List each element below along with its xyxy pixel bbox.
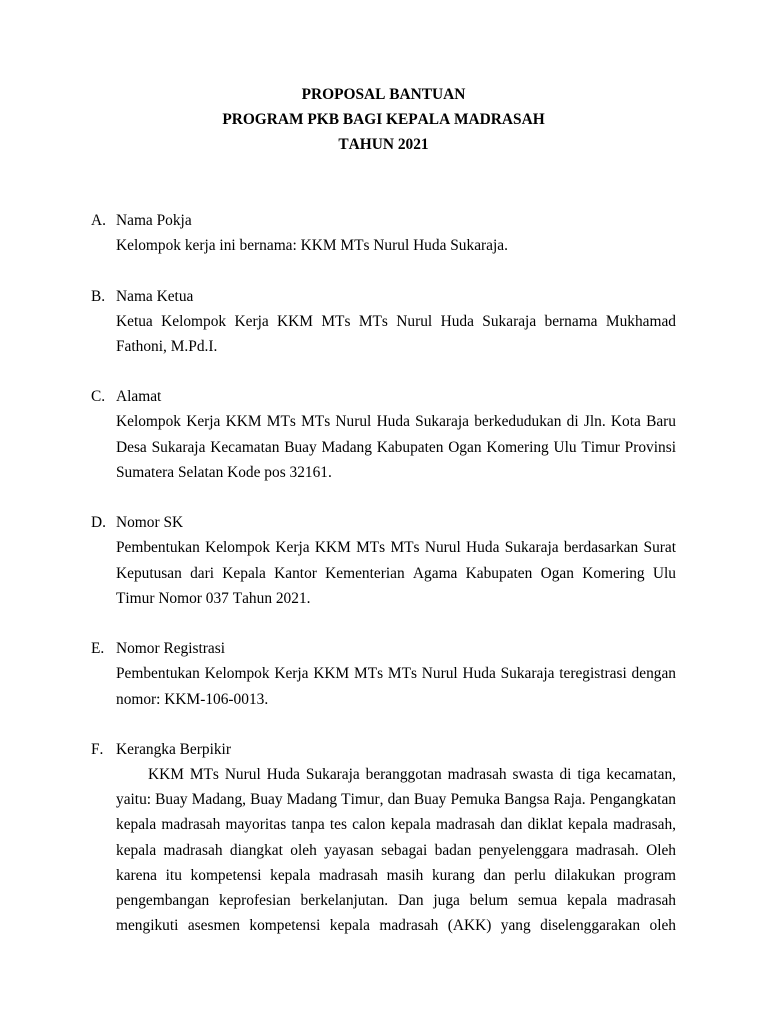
- section-d: [91, 510, 676, 611]
- paragraph-line: nomor: KKM-106-0013.: [116, 690, 269, 708]
- paragraph-line: kepala madrasah mayoritas tanpa tes calon kepala madrasah dan diklat kepala madrasah,: [116, 816, 676, 834]
- paragraph-line: karena itu kompetensi kepala madrasah masih kurang dan perlu dilakukan program: [116, 866, 676, 884]
- section-header: [91, 737, 676, 762]
- section-paragraph: [116, 661, 676, 711]
- title-line: PROGRAM PKB BAGI KEPALA MADRASAH: [222, 111, 545, 129]
- section-header: [91, 208, 676, 233]
- section-paragraph: [116, 409, 676, 485]
- title-line: TAHUN 2021: [338, 136, 429, 154]
- paragraph-line: mengikuti asesmen kompetensi kepala madrasah (AKK) yang diselenggarakan oleh: [116, 917, 676, 935]
- section-marker: E.: [91, 640, 105, 658]
- paragraph-line: Fathoni, M.Pd.I.: [116, 337, 218, 355]
- section-marker: A.: [91, 211, 106, 229]
- paragraph-line: Desa Sukaraja Kecamatan Buay Madang Kabupaten Ogan Komering Ulu Timur Provinsi: [116, 438, 676, 456]
- section-a: [91, 208, 676, 258]
- paragraph-line: pengembangan keprofesian berkelanjutan. Dan juga belum semua kepala madrasah: [116, 892, 676, 910]
- section-heading: Nama Pokja: [116, 211, 192, 229]
- section-heading: Kerangka Berpikir: [116, 740, 231, 758]
- section-f: [91, 737, 676, 939]
- paragraph-line: Kelompok Kerja KKM MTs MTs Nurul Huda Sukaraja berkedudukan di Jln. Kota Baru: [116, 413, 676, 431]
- section-header: [91, 284, 676, 309]
- section-heading: Nomor Registrasi: [116, 640, 226, 658]
- section-paragraph: [116, 233, 676, 258]
- paragraph-line: yaitu: Buay Madang, Buay Madang Timur, dan Buay Pemuka Bangsa Raja. Pengangkatan: [116, 791, 676, 809]
- section-b: [91, 284, 676, 360]
- section-marker: F.: [91, 740, 104, 758]
- paragraph-line: Ketua Kelompok Kerja KKM MTs MTs Nurul Huda Sukaraja bernama Mukhamad: [116, 312, 676, 330]
- section-heading: Nama Ketua: [116, 287, 194, 305]
- paragraph-line: kepala madrasah diangkat oleh yayasan sebagai badan penyelenggara madrasah. Oleh: [116, 841, 676, 859]
- paragraph-line: KKM MTs Nurul Huda Sukaraja beranggotan madrasah swasta di tiga kecamatan,: [148, 766, 676, 784]
- section-c: [91, 384, 676, 485]
- section-heading: Nomor SK: [116, 514, 184, 532]
- section-marker: D.: [91, 514, 106, 532]
- section-marker: B.: [91, 287, 106, 305]
- section-e: [91, 636, 676, 712]
- section-header: [91, 636, 676, 661]
- section-marker: C.: [91, 388, 106, 406]
- paragraph-line: Timur Nomor 037 Tahun 2021.: [116, 589, 311, 607]
- document-body: [91, 82, 676, 964]
- title-line: PROPOSAL BANTUAN: [301, 86, 466, 103]
- section-header: [91, 510, 676, 535]
- paragraph-line: Pembentukan Kelompok Kerja KKM MTs MTs Nurul Huda Sukaraja teregistrasi dengan: [116, 665, 676, 683]
- section-paragraph: [116, 762, 676, 938]
- paragraph-line: Pembentukan Kelompok Kerja KKM MTs MTs Nurul Huda Sukaraja berdasarkan Surat: [116, 539, 676, 557]
- paragraph-line: Sumatera Selatan Kode pos 32161.: [116, 463, 332, 481]
- document-title: [91, 82, 676, 158]
- paragraph-line: Keputusan dari Kepala Kantor Kementerian Agama Kabupaten Ogan Komering Ulu: [116, 564, 676, 582]
- section-header: [91, 384, 676, 409]
- section-paragraph: [116, 309, 676, 359]
- section-heading: Alamat: [116, 388, 162, 406]
- paragraph-line: Kelompok kerja ini bernama: KKM MTs Nurul Huda Sukaraja.: [116, 237, 508, 255]
- section-paragraph: [116, 535, 676, 611]
